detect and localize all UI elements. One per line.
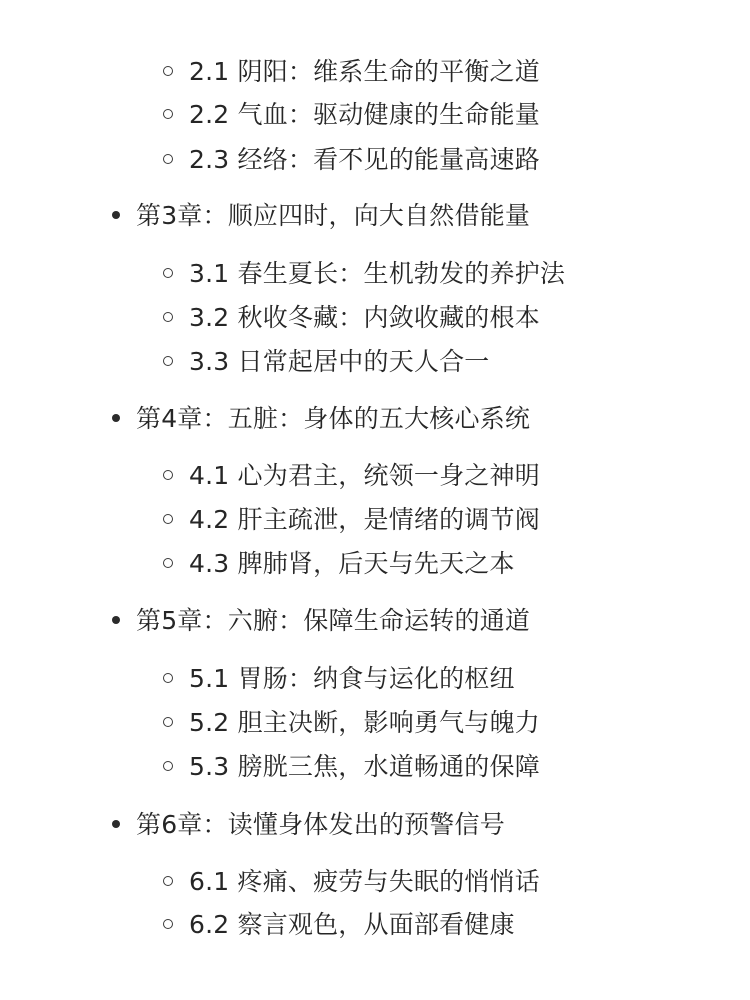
hollow-bullet-icon [163,761,173,771]
toc-item-5-2 [163,706,540,739]
hollow-bullet-icon [163,919,173,929]
toc-item-2-3 [163,143,540,176]
toc-item-text: 5.3 膀胱三焦，水道畅通的保障 [189,752,540,781]
toc-chapter-5 [112,604,530,637]
toc-item-text: 2.3 经络：看不见的能量高速路 [189,145,540,174]
toc-item-text: 4.1 心为君主，统领一身之神明 [189,461,540,490]
toc-item-text: 6.1 疼痛、疲劳与失眠的悄悄话 [189,867,540,896]
filled-bullet-icon [112,414,120,422]
hollow-bullet-icon [163,109,173,119]
toc-chapter-4 [112,402,530,435]
hollow-bullet-icon [163,312,173,322]
toc-chapter-text: 第5章：六腑：保障生命运转的通道 [136,606,531,635]
toc-item-2-2 [163,98,540,131]
hollow-bullet-icon [163,66,173,76]
toc-item-text: 2.2 气血：驱动健康的生命能量 [189,100,540,129]
toc-item-text: 5.1 胃肠：纳食与运化的枢纽 [189,664,515,693]
toc-item-text: 3.2 秋收冬藏：内敛收藏的根本 [189,303,540,332]
toc-item-3-2 [163,301,540,334]
filled-bullet-icon [112,820,120,828]
hollow-bullet-icon [163,558,173,568]
toc-item-5-3 [163,750,540,783]
filled-bullet-icon [112,211,120,219]
filled-bullet-icon [112,616,120,624]
hollow-bullet-icon [163,717,173,727]
toc-item-2-1 [163,55,540,88]
hollow-bullet-icon [163,356,173,366]
toc-item-text: 4.3 脾肺肾，后天与先天之本 [189,549,515,578]
hollow-bullet-icon [163,470,173,480]
toc-chapter-6 [112,808,505,841]
toc-item-6-2 [163,908,515,941]
toc-chapter-text: 第3章：顺应四时，向大自然借能量 [136,201,531,230]
toc-item-4-2 [163,503,540,536]
toc-item-3-3 [163,345,490,378]
toc-item-5-1 [163,662,515,695]
hollow-bullet-icon [163,514,173,524]
toc-item-4-1 [163,459,540,492]
toc-item-text: 6.2 察言观色，从面部看健康 [189,910,515,939]
toc-item-text: 3.1 春生夏长：生机勃发的养护法 [189,259,566,288]
toc-item-text: 2.1 阴阳：维系生命的平衡之道 [189,57,540,86]
toc-chapter-3 [112,199,530,232]
toc-item-6-1 [163,865,540,898]
toc-item-text: 4.2 肝主疏泄，是情绪的调节阀 [189,505,540,534]
hollow-bullet-icon [163,268,173,278]
toc-item-text: 3.3 日常起居中的天人合一 [189,347,490,376]
toc-item-4-3 [163,547,515,580]
hollow-bullet-icon [163,876,173,886]
hollow-bullet-icon [163,154,173,164]
hollow-bullet-icon [163,673,173,683]
toc-chapter-text: 第4章：五脏：身体的五大核心系统 [136,404,531,433]
toc-item-text: 5.2 胆主决断，影响勇气与魄力 [189,708,540,737]
toc-item-3-1 [163,257,565,290]
toc-chapter-text: 第6章：读懂身体发出的预警信号 [136,810,505,839]
